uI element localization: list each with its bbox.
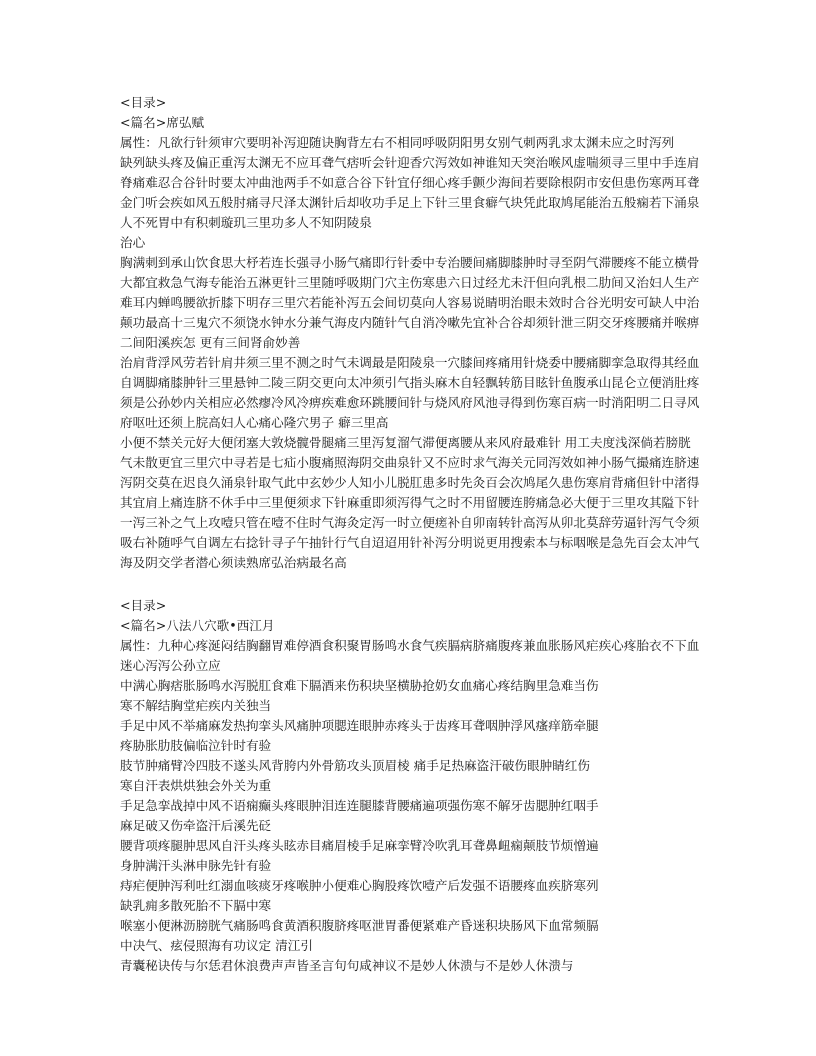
toc-label: <目录>: [120, 95, 167, 110]
section-body: 属性：九种心疼涎闷结胸翻胃难停酒食积聚胃肠鸣水食气疾膈病脐痛腹疼兼血胀肠风疟疾心疼胎衣不下血迷心泻泻公孙立应 中满心胸痞胀肠鸣水泻脱肛食难下膈酒来伤积块坚横胁抢奶女血痛心疼结胸里急难当伤 寒不解结胸堂疟疾内关独当 手足中风不举痛麻发热拘挛头风痛肿项腮连眼肿赤疼头于齿疼耳聋咽肿浮风瘙痒筋牵腿 疼胁胀肋肢偏临泣针时有验 肢节肿痛臂冷四肢不遂头风背胯内外骨筋攻头顶眉棱 痛手足热麻盗汗破伤眼肿睛红伤 寒自汗表烘烘独会外关为重 手足急挛战掉中风不语痫癫头疼眼肿泪连连腿膝背腰痛遍项强伤寒不解牙齿腮肿红咽手 麻足破又伤牵盗汗后溪先砭 腰背项疼腿肿思风自汗头疼头眩赤目痛眉棱手足麻挛臂冷吹乳耳聋鼻衄痫颠肢节烦憎遍 身肿满汗头淋申脉先针有验 痔疟便肿泻利吐红溺血咳痰牙疼喉肿小便难心胸股疼饮噎产后发强不语腰疼血疾脐寒列 缺乳痈多散死胎不下膈中寒 喉塞小便淋沥膀胱气痛肠鸣食黄酒积腹脐疼呕泄胃番便紧难产昏迷积块肠风下血常频膈 中决气、痃侵照海有功议定 清江引 青囊秘诀传与尔恁君休浪费声声皆圣言句句咸神议不是妙人休溃与不是妙人休溃与: [120, 638, 700, 973]
section-title: <篇名>席弘赋: [120, 115, 205, 130]
toc-label: <目录>: [120, 598, 167, 613]
section-八法八穴歌: [120, 596, 700, 976]
section-席弘赋: [120, 93, 700, 573]
section-body: 属性：凡欲行针须审穴要明补泻迎随诀胸背左右不相同呼吸阴阳男女别气刺两乳求太渊未应之时泻列 缺列缺头疼及偏正重泻太渊无不应耳聋气痞听会针迎香穴泻效如神谁知天突治喉风虚喘须寻三里中手连肩脊痛难忍合谷针时要太冲曲池两手不如意合谷下针宜仔细心疼手颤少海间若要除根阴市安但患伤寒两耳聋金门听会疾如风五般肘痛寻尺泽太渊针后却收功手足上下针三里食癖气块凭此取鸠尾能治五般痫若下涌泉人不死胃中有积刺璇玑三里功多人不知阴陵泉 治心 胸满刺到承山饮食思大杼若连长强寻小肠气痛即行针委中专治腰间痛脚膝肿时寻至阴气滞腰疼不能立横骨大都宜救急气海专能治五淋更针三里随呼吸期门穴主伤寒患六日过经尤未汗但向乳根二肋间又治妇人生产难耳内蝉鸣腰欲折膝下明存三里穴若能补泻五会间切莫向人容易说睛明治眼未效时合谷光明安可缺人中治颠功最高十三鬼穴不须饶水钟水分兼气海皮内随针气自消冷嗽先宜补合谷却须针泄三阴交牙疼腰痛并喉痹二间阳溪疾怎 更有三间肾俞妙善 治肩背浮风劳若针肩井须三里不测之时气未调最是阳陵泉一穴膝间疼痛用针烧委中腰痛脚挛急取得其经血自调脚痛膝肿针三里悬钟二陵三阴交更向太冲须引气指头麻木自轻飘转筋目眩针鱼腹承山昆仑立便消肚疼须是公孙妙内关相应必然瘳冷风冷痹疾难愈环跳腰间针与烧风府风池寻得到伤寒百病一时消阳明二日寻风府呕吐还须上脘高妇人心痛心隆穴男子 癖三里高 小便不禁关元好大便闭塞大敦烧髋骨腿痛三里泻复溜气滞便离腰从来风府最难针 用工夫度浅深倘若膀胱气未散更宜三里穴中寻若是七疝小腹痛照海阴交曲泉针又不应时求气海关元同泻效如神小肠气撮痛连脐速泻阴交莫在迟良久涌泉针取气此中玄妙少人知小儿脱肛患多时先灸百会次鸠尾久患伤寒肩背痛但针中渚得其宜肩上痛连脐不休手中三里便须求下针麻重即须泻得气之时不用留腰连胯痛急必大便于三里攻其隘下针一泻三补之气上攻噎只管在噎不住时气海灸定泻一时立便瘥补自卯南转针高泻从卯北莫辞劳逼针泻气令须吸右补随呼气自调左右捻针寻子午抽针行气自迢迢用针补泻分明说更用搜索本与标咽喉是急先百会太冲气海及阴交学者潜心须读熟席弘治病最名高: [120, 135, 700, 570]
section-title: <篇名>八法八穴歌•西江月: [120, 618, 275, 633]
